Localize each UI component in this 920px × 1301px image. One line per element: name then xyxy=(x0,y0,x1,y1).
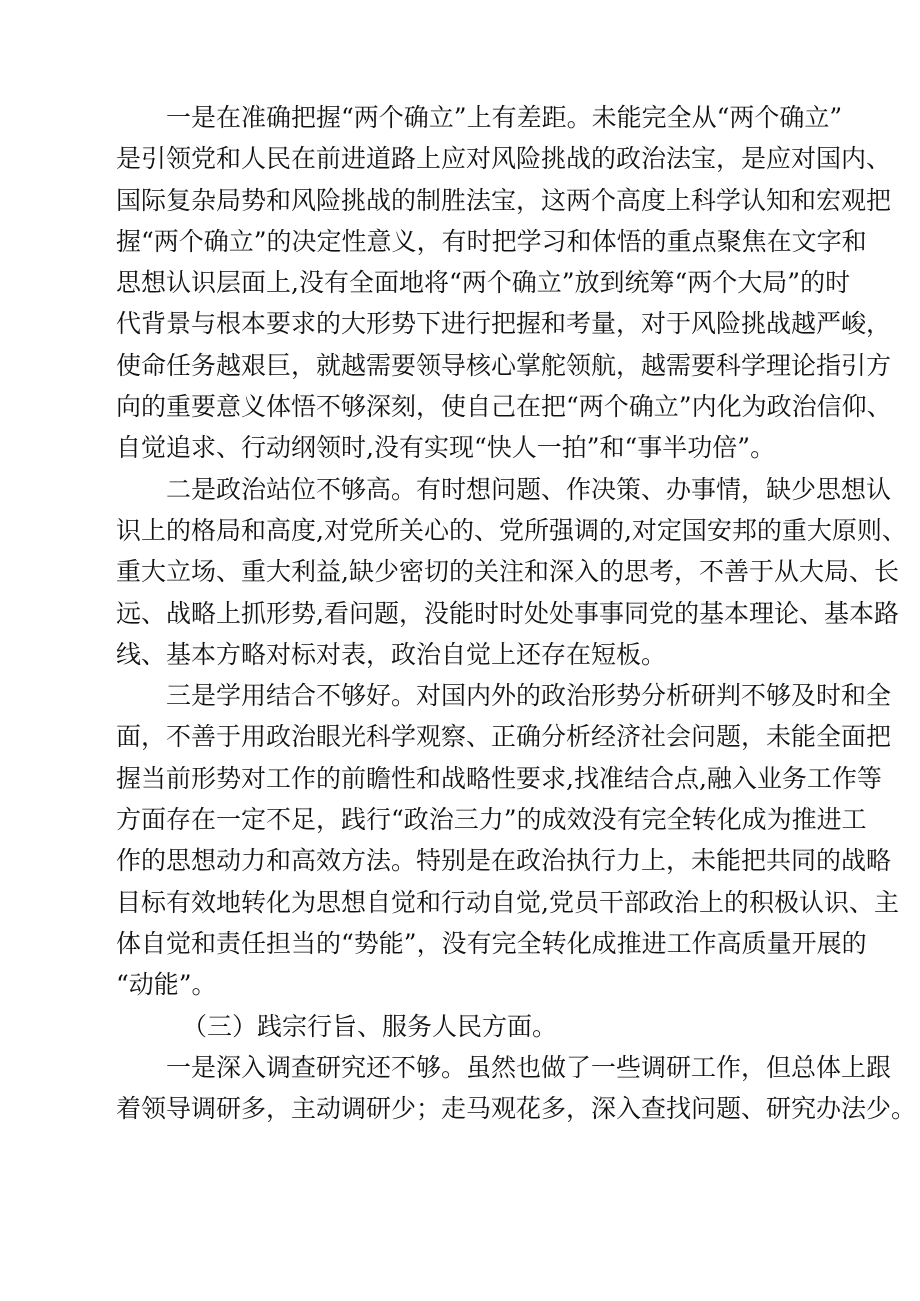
paragraph-study-application xyxy=(116,675,899,1005)
paragraph-political-stance xyxy=(116,469,907,675)
section-heading-block xyxy=(116,1006,832,1047)
paragraph-line: 远、战略上抓形势,看问题，没能时时处处事事同党的基本理论、基本路 xyxy=(116,598,899,628)
paragraph-line: 国际复杂局势和风险挑战的制胜法宝，这两个高度上科学认知和宏观把 xyxy=(116,185,892,215)
paragraph-line: 线、基本方略对标对表，政治自觉上还存在短板。 xyxy=(116,639,667,669)
paragraph-line: 二是政治站位不够高。有时想问题、作决策、办事情，缺少思想认 xyxy=(166,474,892,504)
paragraph-line: 自觉追求、行动纲领时,没有实现“快人一拍”和“事半功倍”。 xyxy=(116,433,776,463)
paragraph-line: 识上的格局和高度,对党所关心的、党所强调的,对定国安邦的重大原则、 xyxy=(116,515,907,545)
paragraph-line: 是引领党和人民在前进道路上应对风险挑战的政治法宝，是应对国内、 xyxy=(116,144,892,174)
document-body xyxy=(116,97,917,1129)
paragraph-line: 思想认识层面上,没有全面地将“两个确立”放到统筹“两个大局”的时 xyxy=(116,268,851,298)
paragraph-line: 三是学用结合不够好。对国内外的政治形势分析研判不够及时和全 xyxy=(166,681,892,711)
paragraph-line: 目标有效地转化为思想自觉和行动自觉,党员干部政治上的积极认识、主 xyxy=(116,887,899,917)
paragraph-line: 握当前形势对工作的前瞻性和战略性要求,找准结合点,融入业务工作等 xyxy=(116,763,882,793)
paragraph-line: 代背景与根本要求的大形势下进行把握和考量，对于风险挑战越严峻， xyxy=(116,309,892,339)
paragraph-line: 体自觉和责任担当的“势能”，没有完全转化成推进工作高质量开展的 xyxy=(116,928,867,958)
paragraph-two-establishments xyxy=(116,97,892,469)
paragraph-line: 面，不善于用政治眼光科学观察、正确分析经济社会问题，未能全面把 xyxy=(116,722,892,752)
paragraph-line: “动能”。 xyxy=(116,970,217,1000)
paragraph-line: 着领导调研多，主动调研少；走马观花多，深入查找问题、研究办法少。 xyxy=(116,1094,917,1124)
paragraph-line: 方面存在一定不足，践行“政治三力”的成效没有完全转化成为推进工 xyxy=(116,805,867,835)
paragraph-line: 使命任务越艰巨，就越需要领导核心掌舵领航，越需要科学理论指引方 xyxy=(116,350,892,380)
paragraph-line: 重大立场、重大利益,缺少密切的关注和深入的思考，不善于从大局、长 xyxy=(116,557,899,587)
paragraph-line: 一是深入调查研究还不够。虽然也做了一些调研工作，但总体上跟 xyxy=(166,1052,892,1082)
paragraph-line: 作的思想动力和高效方法。特别是在政治执行力上，未能把共同的战略 xyxy=(116,846,892,876)
paragraph-line: 握“两个确立”的决定性意义，有时把学习和体悟的重点聚焦在文字和 xyxy=(116,226,867,256)
paragraph-line: 一是在准确把握“两个确立”上有差距。未能完全从“两个确立” xyxy=(166,103,843,132)
paragraph-investigation-research xyxy=(116,1047,917,1130)
section-heading: （三）践宗行旨、服务人民方面。 xyxy=(182,1011,558,1041)
paragraph-line: 向的重要意义体悟不够深刻，使自己在把“两个确立”内化为政治信仰、 xyxy=(116,392,892,422)
